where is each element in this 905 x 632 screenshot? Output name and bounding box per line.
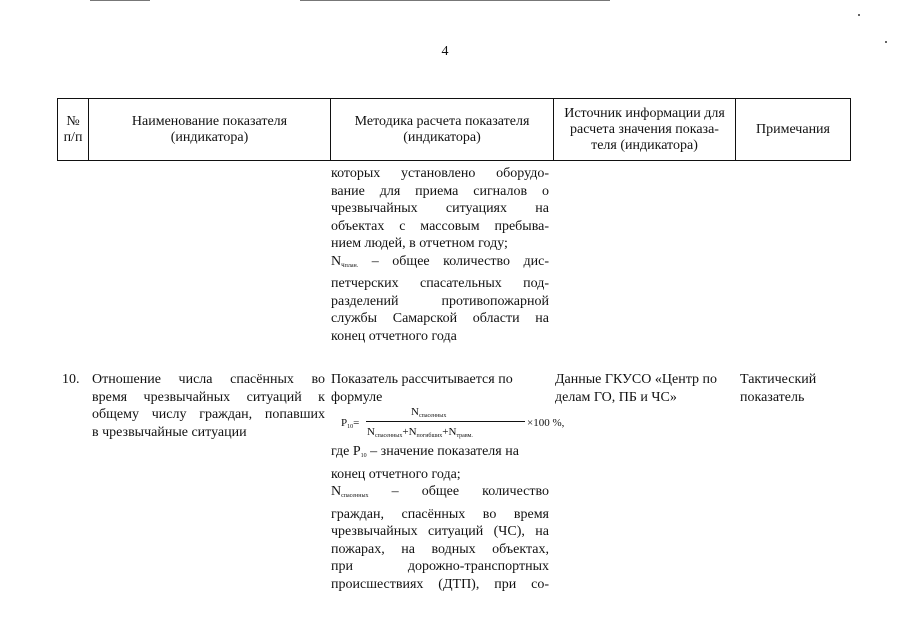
formula-lhs: P10=: [341, 417, 360, 430]
text-line: общему числу граждан, попавших: [92, 407, 325, 422]
scan-top-line-mid: [300, 0, 610, 1]
text-line: петчерских спасательных под-: [331, 276, 549, 291]
text-line: делам ГО, ПБ и ЧС»: [555, 389, 677, 405]
text-line: Отношение числа спасённых во: [92, 372, 325, 387]
header-method: Методика расчета показателя (индикатора): [331, 99, 554, 160]
text-line: в чрезвычайные ситуации: [92, 424, 247, 440]
formula: [331, 402, 565, 442]
text-line: вание для приема сигналов о: [331, 183, 549, 199]
text-line: Данные ГКУСО «Центр по: [555, 372, 717, 387]
where-line: где P10 – значение показателя на: [331, 444, 519, 459]
text-line: разделений противопожарной: [331, 293, 549, 309]
text-line: происшествиях (ДТП), при со-: [331, 576, 549, 592]
fraction-bar: [366, 421, 525, 422]
text-line: пожарах, на водных объектах,: [331, 541, 549, 557]
source-text: [555, 371, 737, 406]
text-line: показатель: [740, 389, 805, 405]
text-line: граждан, спасённых во время: [331, 506, 549, 522]
row-number: 10.: [62, 372, 80, 387]
text-line: при дорожно-транспортных: [331, 559, 549, 574]
text-line: конец отчетного года: [331, 328, 457, 344]
method-explanation: [331, 443, 549, 593]
text-line: нием людей, в отчетном году;: [331, 236, 508, 251]
table-header: [57, 98, 851, 161]
header-num: № п/п: [58, 99, 89, 160]
notes-text: [740, 371, 850, 406]
text-line: службы Самарской области на: [331, 311, 549, 326]
formula-tail: ×100 %,: [527, 417, 565, 429]
scan-speck: [858, 14, 860, 16]
text-line: Показатель рассчитывается по: [331, 372, 513, 387]
page-number: 4: [441, 44, 449, 59]
header-notes: Примечания: [755, 121, 830, 137]
continued-method-text: [331, 165, 549, 345]
text-line: чрезвычайных ситуациях на: [331, 201, 549, 216]
header-name: Наименование показателя (индикатора): [89, 99, 331, 160]
variable-line: Nспасенных – общее количество: [331, 484, 549, 499]
text-line: Тактический: [740, 372, 817, 387]
indicator-name: [92, 371, 325, 441]
formula-denominator: Nспасенных+Nпогибших+Nтравм.: [367, 426, 473, 439]
text-line: конец отчетного года;: [331, 466, 461, 482]
variable-line: $N_чплан$. – общее количество дис-: [331, 253, 549, 269]
text-line: чрезвычайных ситуаций (ЧС), на: [331, 524, 549, 539]
method-intro: [331, 371, 551, 406]
formula-numerator: Nспасенных: [411, 406, 447, 419]
text-line: объектах с массовым пребыва-: [331, 218, 549, 234]
header-source: Источник информации для расчета значения показа- теля (индикатора): [554, 99, 736, 160]
text-line: которых установлено оборудо-: [331, 166, 549, 181]
text-line: время чрезвычайных ситуаций к: [92, 389, 325, 405]
text-line: формуле: [331, 389, 383, 405]
scan-top-line-left: [90, 0, 150, 1]
